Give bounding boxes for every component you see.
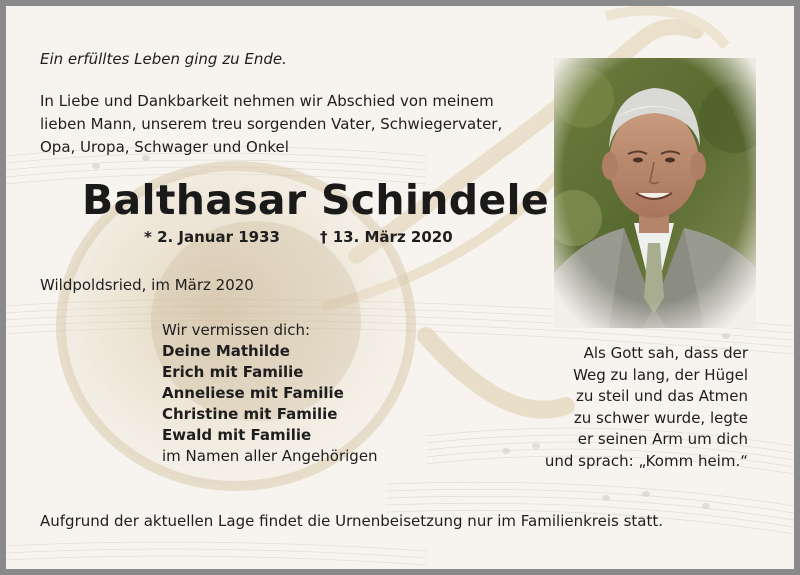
poem-line: und sprach: „Komm heim.“ [544,451,748,470]
mourners-list [162,320,378,467]
poem-line: zu schwer wurde, legte [573,408,748,427]
farewell-line: lieben Mann, unserem treu sorgenden Vater, Schwiegervater, [40,115,503,133]
mourner-name: Christine mit Familie [162,405,338,423]
intro-line: Ein erfülltes Leben ging zu Ende. [40,50,287,68]
mourners-intro: Wir vermissen dich: [162,321,311,339]
life-dates [144,228,453,246]
mourners-closing: im Namen aller Angehörigen [162,447,378,465]
farewell-line: Opa, Uropa, Schwager und Onkel [40,138,289,156]
birth-date: * 2. Januar 1933 [144,228,280,246]
portrait-photo [554,58,756,328]
mourner-name: Ewald mit Familie [162,426,312,444]
farewell-line: In Liebe und Dankbarkeit nehmen wir Abschied von meinem [40,92,494,110]
burial-notice: Aufgrund der aktuellen Lage findet die Urnenbeisetzung nur im Familienkreis statt. [40,512,664,530]
poem-line: zu steil und das Atmen [575,387,748,405]
mourner-name: Anneliese mit Familie [162,384,344,402]
mourner-name: Erich mit Familie [162,363,304,381]
deceased-name: Balthasar Schindele [82,176,549,224]
poem-line: Weg zu lang, der Hügel [573,365,748,384]
poem-line: Als Gott sah, dass der [583,344,748,362]
place-and-date: Wildpoldsried, im März 2020 [40,276,254,294]
mourner-name: Deine Mathilde [162,342,290,360]
poem [545,343,748,472]
death-date: † 13. März 2020 [319,228,453,246]
obituary-card [6,6,794,569]
poem-line: er seinen Arm um dich [577,430,748,448]
farewell-text [40,90,540,159]
